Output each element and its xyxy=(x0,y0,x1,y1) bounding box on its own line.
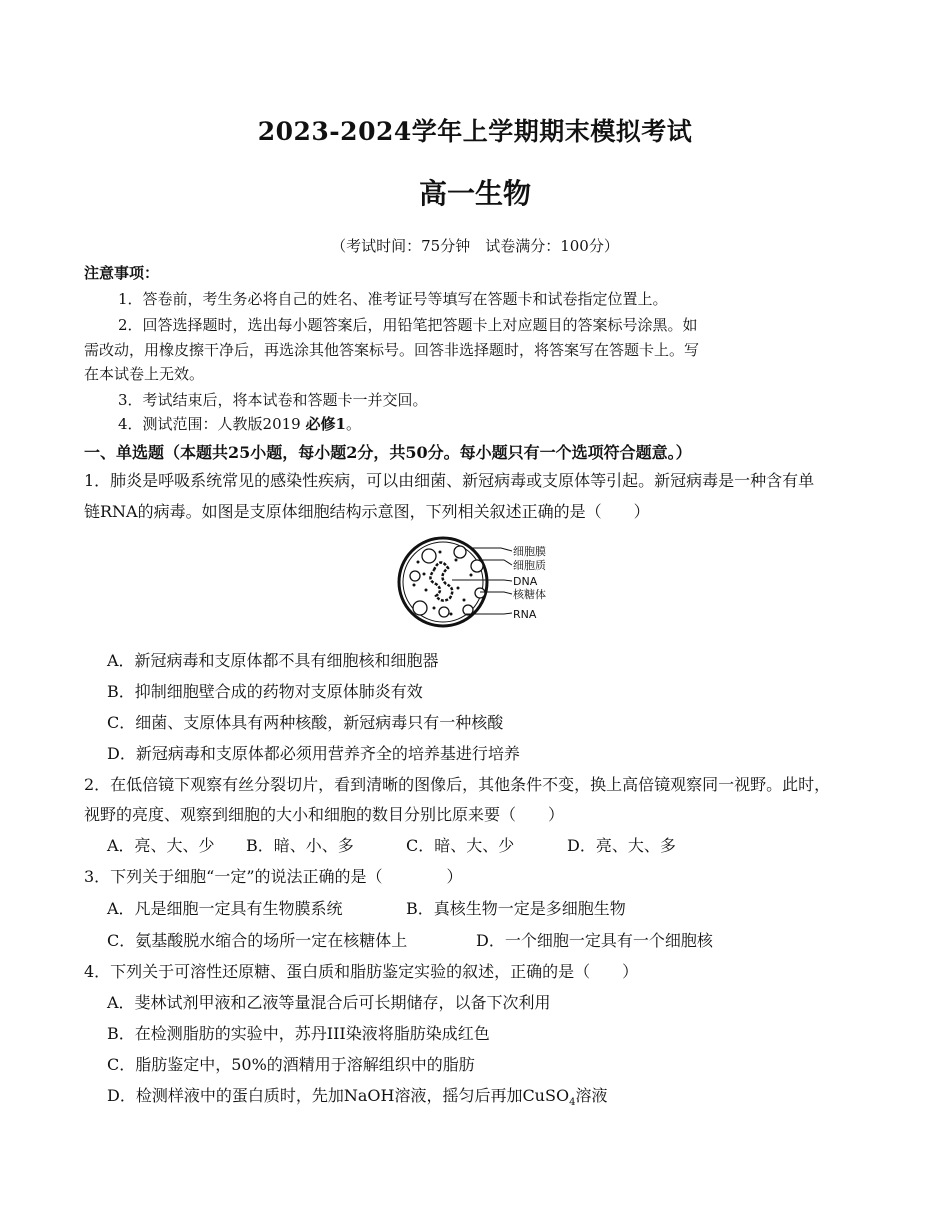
q4-option-c: C．脂肪鉴定中，50%的酒精用于溶解组织中的脂肪 xyxy=(107,1055,475,1074)
note-4 xyxy=(118,413,361,434)
q2-option-a: A．亮、大、少 xyxy=(107,836,215,855)
q1-option-c: C．细菌、支原体具有两种核酸，新冠病毒只有一种核酸 xyxy=(107,713,504,732)
note-4-scope: 必修1 xyxy=(305,415,346,433)
q1-option-b: B．抑制细胞壁合成的药物对支原体肺炎有效 xyxy=(107,682,423,701)
q4-option-d-suffix: 溶液 xyxy=(575,1086,608,1105)
note-4-suffix: 。 xyxy=(345,415,361,433)
note-2-line-2: 需改动，用橡皮擦干净后，再选涂其他答案标号。回答非选择题时，将答案写在答题卡上。写 xyxy=(84,341,700,359)
q1-stem-line-1: 1．肺炎是呼吸系统常见的感染性疾病，可以由细菌、新冠病毒或支原体等引起。新冠病毒是一种含有单 xyxy=(84,471,815,490)
label-dna: DNA xyxy=(513,575,538,588)
q2-stem-line-1: 2．在低倍镜下观察有丝分裂切片，看到清晰的图像后，其他条件不变，换上高倍镜观察同一视野。此时， xyxy=(84,775,831,794)
exam-info: （考试时间：75分钟 试卷满分：100分） xyxy=(331,237,619,255)
q3-option-d: D．一个细胞一定具有一个细胞核 xyxy=(476,931,713,950)
q3-option-b: B．真核生物一定是多细胞生物 xyxy=(406,899,626,918)
subject-title: 高一生物 xyxy=(418,177,531,210)
label-cell-membrane: 细胞膜 xyxy=(513,545,546,558)
q4-option-d-subscript: 4 xyxy=(569,1097,576,1109)
note-2-line-1: 2．回答选择题时，选出每小题答案后，用铅笔把答题卡上对应题目的答案标号涂黑。如 xyxy=(118,316,698,334)
section-1-heading: 一、单选题（本题共25小题，每小题2分，共50分。每小题只有一个选项符合题意。） xyxy=(84,443,692,462)
exam-title: 2023-2024学年上学期期末模拟考试 xyxy=(257,117,693,146)
q1-stem-line-2: 链RNA的病毒。如图是支原体细胞结构示意图，下列相关叙述正确的是（ ） xyxy=(84,502,650,521)
q3-option-a: A．凡是细胞一定具有生物膜系统 xyxy=(107,899,343,918)
q2-stem-line-2: 视野的亮度、观察到细胞的大小和细胞的数目分别比原来要（ ） xyxy=(84,805,565,824)
note-2-line-3: 在本试卷上无效。 xyxy=(84,365,205,383)
q1-option-a: A．新冠病毒和支原体都不具有细胞核和细胞器 xyxy=(107,651,439,670)
label-ribosome: 核糖体 xyxy=(513,588,546,601)
q3-option-c: C．氨基酸脱水缩合的场所一定在核糖体上 xyxy=(107,931,408,950)
q4-option-a: A．斐林试剂甲液和乙液等量混合后可长期储存，以备下次利用 xyxy=(107,993,551,1012)
q4-option-d xyxy=(107,1083,607,1108)
mycoplasma-cell-diagram xyxy=(396,530,566,635)
q2-option-b: B．暗、小、多 xyxy=(246,836,354,855)
q4-option-b: B．在检测脂肪的实验中，苏丹III染液将脂肪染成红色 xyxy=(107,1024,490,1043)
notes-heading: 注意事项： xyxy=(84,264,160,282)
q2-option-d: D．亮、大、多 xyxy=(567,836,676,855)
label-cytoplasm: 细胞质 xyxy=(513,559,546,572)
note-3: 3．考试结束后，将本试卷和答题卡一并交回。 xyxy=(118,391,428,409)
q1-option-d: D．新冠病毒和支原体都必须用营养齐全的培养基进行培养 xyxy=(107,744,520,763)
q2-option-c: C．暗、大、少 xyxy=(406,836,515,855)
label-rna: RNA xyxy=(513,608,537,621)
note-1: 1．答卷前，考生务必将自己的姓名、准考证号等填写在答题卡和试卷指定位置上。 xyxy=(118,290,668,308)
q3-stem: 3．下列关于细胞“一定”的说法正确的是（ ） xyxy=(84,867,463,886)
note-4-prefix: 4．测试范围：人教版2019 xyxy=(118,415,306,433)
q4-option-d-text: D．检测样液中的蛋白质时，先加NaOH溶液，摇匀后再加CuSO xyxy=(107,1086,570,1105)
q4-stem: 4．下列关于可溶性还原糖、蛋白质和脂肪鉴定实验的叙述，正确的是（ ） xyxy=(84,962,639,981)
